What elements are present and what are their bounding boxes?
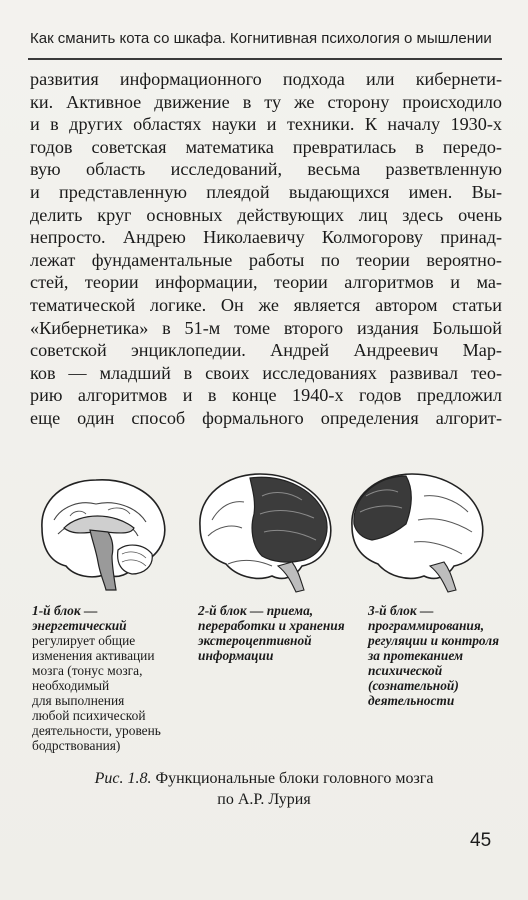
caption-line: (сознательной) xyxy=(368,678,459,693)
caption-line: регуляции и контроля xyxy=(368,633,500,648)
caption-line: мозга (тонус мозга, xyxy=(32,663,143,678)
text-line: и в других областях науки и техники. К началу 1930-х xyxy=(30,114,502,135)
figure-caption xyxy=(0,768,528,810)
block-1-caption xyxy=(32,603,182,753)
brain-block-2-illustration xyxy=(192,466,342,598)
block-3-caption xyxy=(368,603,518,708)
text-line: и представленную плеядой выдающихся имен. Вы- xyxy=(30,181,502,202)
caption-line: переработки и хранения xyxy=(198,618,345,633)
text-line: делить круг основных действующих лиц здесь очень xyxy=(30,204,502,225)
brain-block-3-illustration xyxy=(344,466,494,598)
caption-line: 3-й блок — xyxy=(368,603,434,618)
text-line: тематической логике. Он же является автором статьи xyxy=(30,294,502,315)
figure-caption-text: Функциональные блоки головного мозга xyxy=(155,770,434,787)
text-line: советской энциклопедии. Андрей Андреевич Мар- xyxy=(30,340,502,361)
running-title: Как сманить кота со шкафа. Когнитивная психология о мышлении xyxy=(30,30,492,47)
block-2-caption xyxy=(198,603,358,663)
figure-caption-line-1 xyxy=(0,768,528,789)
text-line: развития информационного подхода или кибернети- xyxy=(30,69,502,89)
text-line: ков — младший в своих исследованиях развивал тео- xyxy=(30,362,502,383)
caption-line: программирования, xyxy=(368,618,485,633)
text-line: ки. Активное движение в ту же сторону происходило xyxy=(30,91,502,112)
figure-label: Рис. 1.8. xyxy=(94,770,152,787)
caption-line: 1-й блок — xyxy=(32,603,98,618)
caption-line: деятельности, уровень xyxy=(32,723,161,738)
text-line: стей, теории информации, теории алгоритмов и ма- xyxy=(30,272,502,293)
text-line: рию алгоритмов и в конце 1940-х годов предложил xyxy=(30,385,502,406)
caption-line: экстероцептивной xyxy=(198,633,312,648)
caption-line: регулирует общие xyxy=(32,633,136,648)
caption-line: необходимый xyxy=(32,678,110,693)
caption-line: за протеканием xyxy=(368,648,464,663)
caption-line: изменения активации xyxy=(32,648,155,663)
caption-line: для выполнения xyxy=(32,693,125,708)
text-line: еще один способ формального определения алгорит- xyxy=(30,407,502,428)
text-line: непросто. Андрею Николаевичу Колмогорову принад- xyxy=(30,227,502,248)
page-number: 45 xyxy=(470,830,492,851)
body-paragraph xyxy=(30,68,502,430)
text-line: «Кибернетика» в 51-м томе второго издания Большой xyxy=(30,317,502,338)
header-rule xyxy=(28,58,502,60)
figure-caption-line-2: по А.Р. Лурия xyxy=(217,791,311,808)
caption-line: психической xyxy=(368,663,443,678)
caption-line: информации xyxy=(198,648,274,663)
text-line: лежат фундаментальные работы по теории вероятно- xyxy=(30,249,502,270)
caption-line: деятельности xyxy=(368,693,455,708)
caption-line: энергетический xyxy=(32,618,127,633)
text-line: вую область исследований, весьма разветвленную xyxy=(30,159,502,180)
text-line: годов советская математика превратилась в передо- xyxy=(30,136,502,157)
caption-line: любой психической xyxy=(32,708,146,723)
caption-line: бодрствования) xyxy=(32,738,121,753)
caption-line: 2-й блок — приема, xyxy=(198,603,314,618)
brain-block-1-illustration xyxy=(34,470,174,600)
